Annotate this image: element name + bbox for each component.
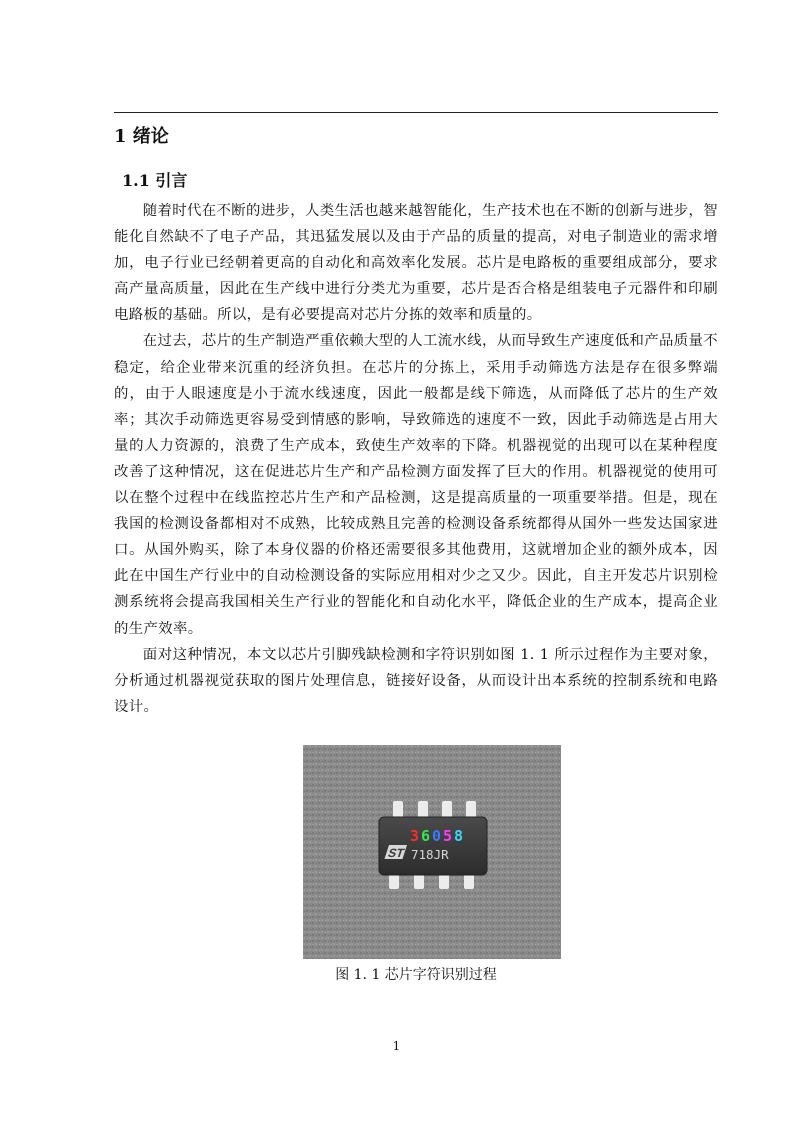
section-heading: 1.1 引言: [122, 171, 188, 190]
chip-marking-char: 5: [443, 827, 453, 845]
body-text: [114, 198, 718, 720]
chip-marking-char: 3: [410, 827, 420, 845]
chapter-heading: 1 绪论: [114, 126, 169, 147]
paragraph: 在过去，芯片的生产制造严重依赖大型的人工流水线，从而导致生产速度低和产品质量不稳定，给企业带来沉重的经济负担。在芯片的分拣上，采用手动筛选方法是存在很多弊端的，由于人眼速度是小于流水线速度，因此一般都是线下筛选，从而降低了芯片的生产效率；其次手动筛选更容易受到情感的影响，导致筛选的速度不一致，因此手动筛选是占用大量的人力资源的，浪费了生产成本，致使生产效率的下降。机器视觉的出现可以在某种程度改善了这种情况，这在促进芯片生产和产品检测方面发挥了巨大的作用。机器视觉的使用可以在整个过程中在线监控芯片生产和产品检测，这是提高质量的一项重要举措。但是，现在我国的检测设备都相对不成熟，比较成熟且完善的检测设备系统都得从国外一些发达国家进口。从国外购买，除了本身仪器的价格还需要很多其他费用，这就增加企业的额外成本，因此在中国生产行业中的自动检测设备的实际应用相对少之又少。因此，自主开发芯片识别检测系统将会提高我国相关生产行业的智能化和自动化水平，降低企业的生产成本，提高企业的生产效率。: [114, 333, 718, 637]
chip-marking-char: 6: [421, 827, 431, 845]
figure-caption: 图 1. 1 芯片字符识别过程: [335, 967, 497, 983]
paragraph: 面对这种情况，本文以芯片引脚残缺检测和字符识别如图 1. 1 所示过程作为主要对象，分析通过机器视觉获取的图片处理信息，链接好设备，从而设计出本系统的控制系统和电路设计。: [114, 646, 718, 715]
chip-marking-line: 718JR: [411, 847, 449, 862]
chip-marking-char: 0: [432, 827, 442, 845]
page-number: 1: [392, 1039, 401, 1053]
st-logo-text: ST: [386, 846, 406, 860]
chip-marking-char: 8: [454, 827, 464, 845]
chip-photo: [303, 745, 561, 959]
header-rule: [114, 112, 718, 113]
paragraph: 随着时代在不断的进步，人类生活也越来越智能化，生产技术也在不断的创新与进步，智能化自然缺不了电子产品，其迅猛发展以及由于产品的质量的提高，对电子制造业的需求增加，电子行业已经朝着更高的自动化和高效率化发展。芯片是电路板的重要组成部分，要求高产量高质量，因此在生产线中进行分类尤为重要，芯片是否合格是组装电子元器件和印刷电路板的基础。所以，是有必要提高对芯片分拣的效率和质量的。: [114, 203, 718, 324]
